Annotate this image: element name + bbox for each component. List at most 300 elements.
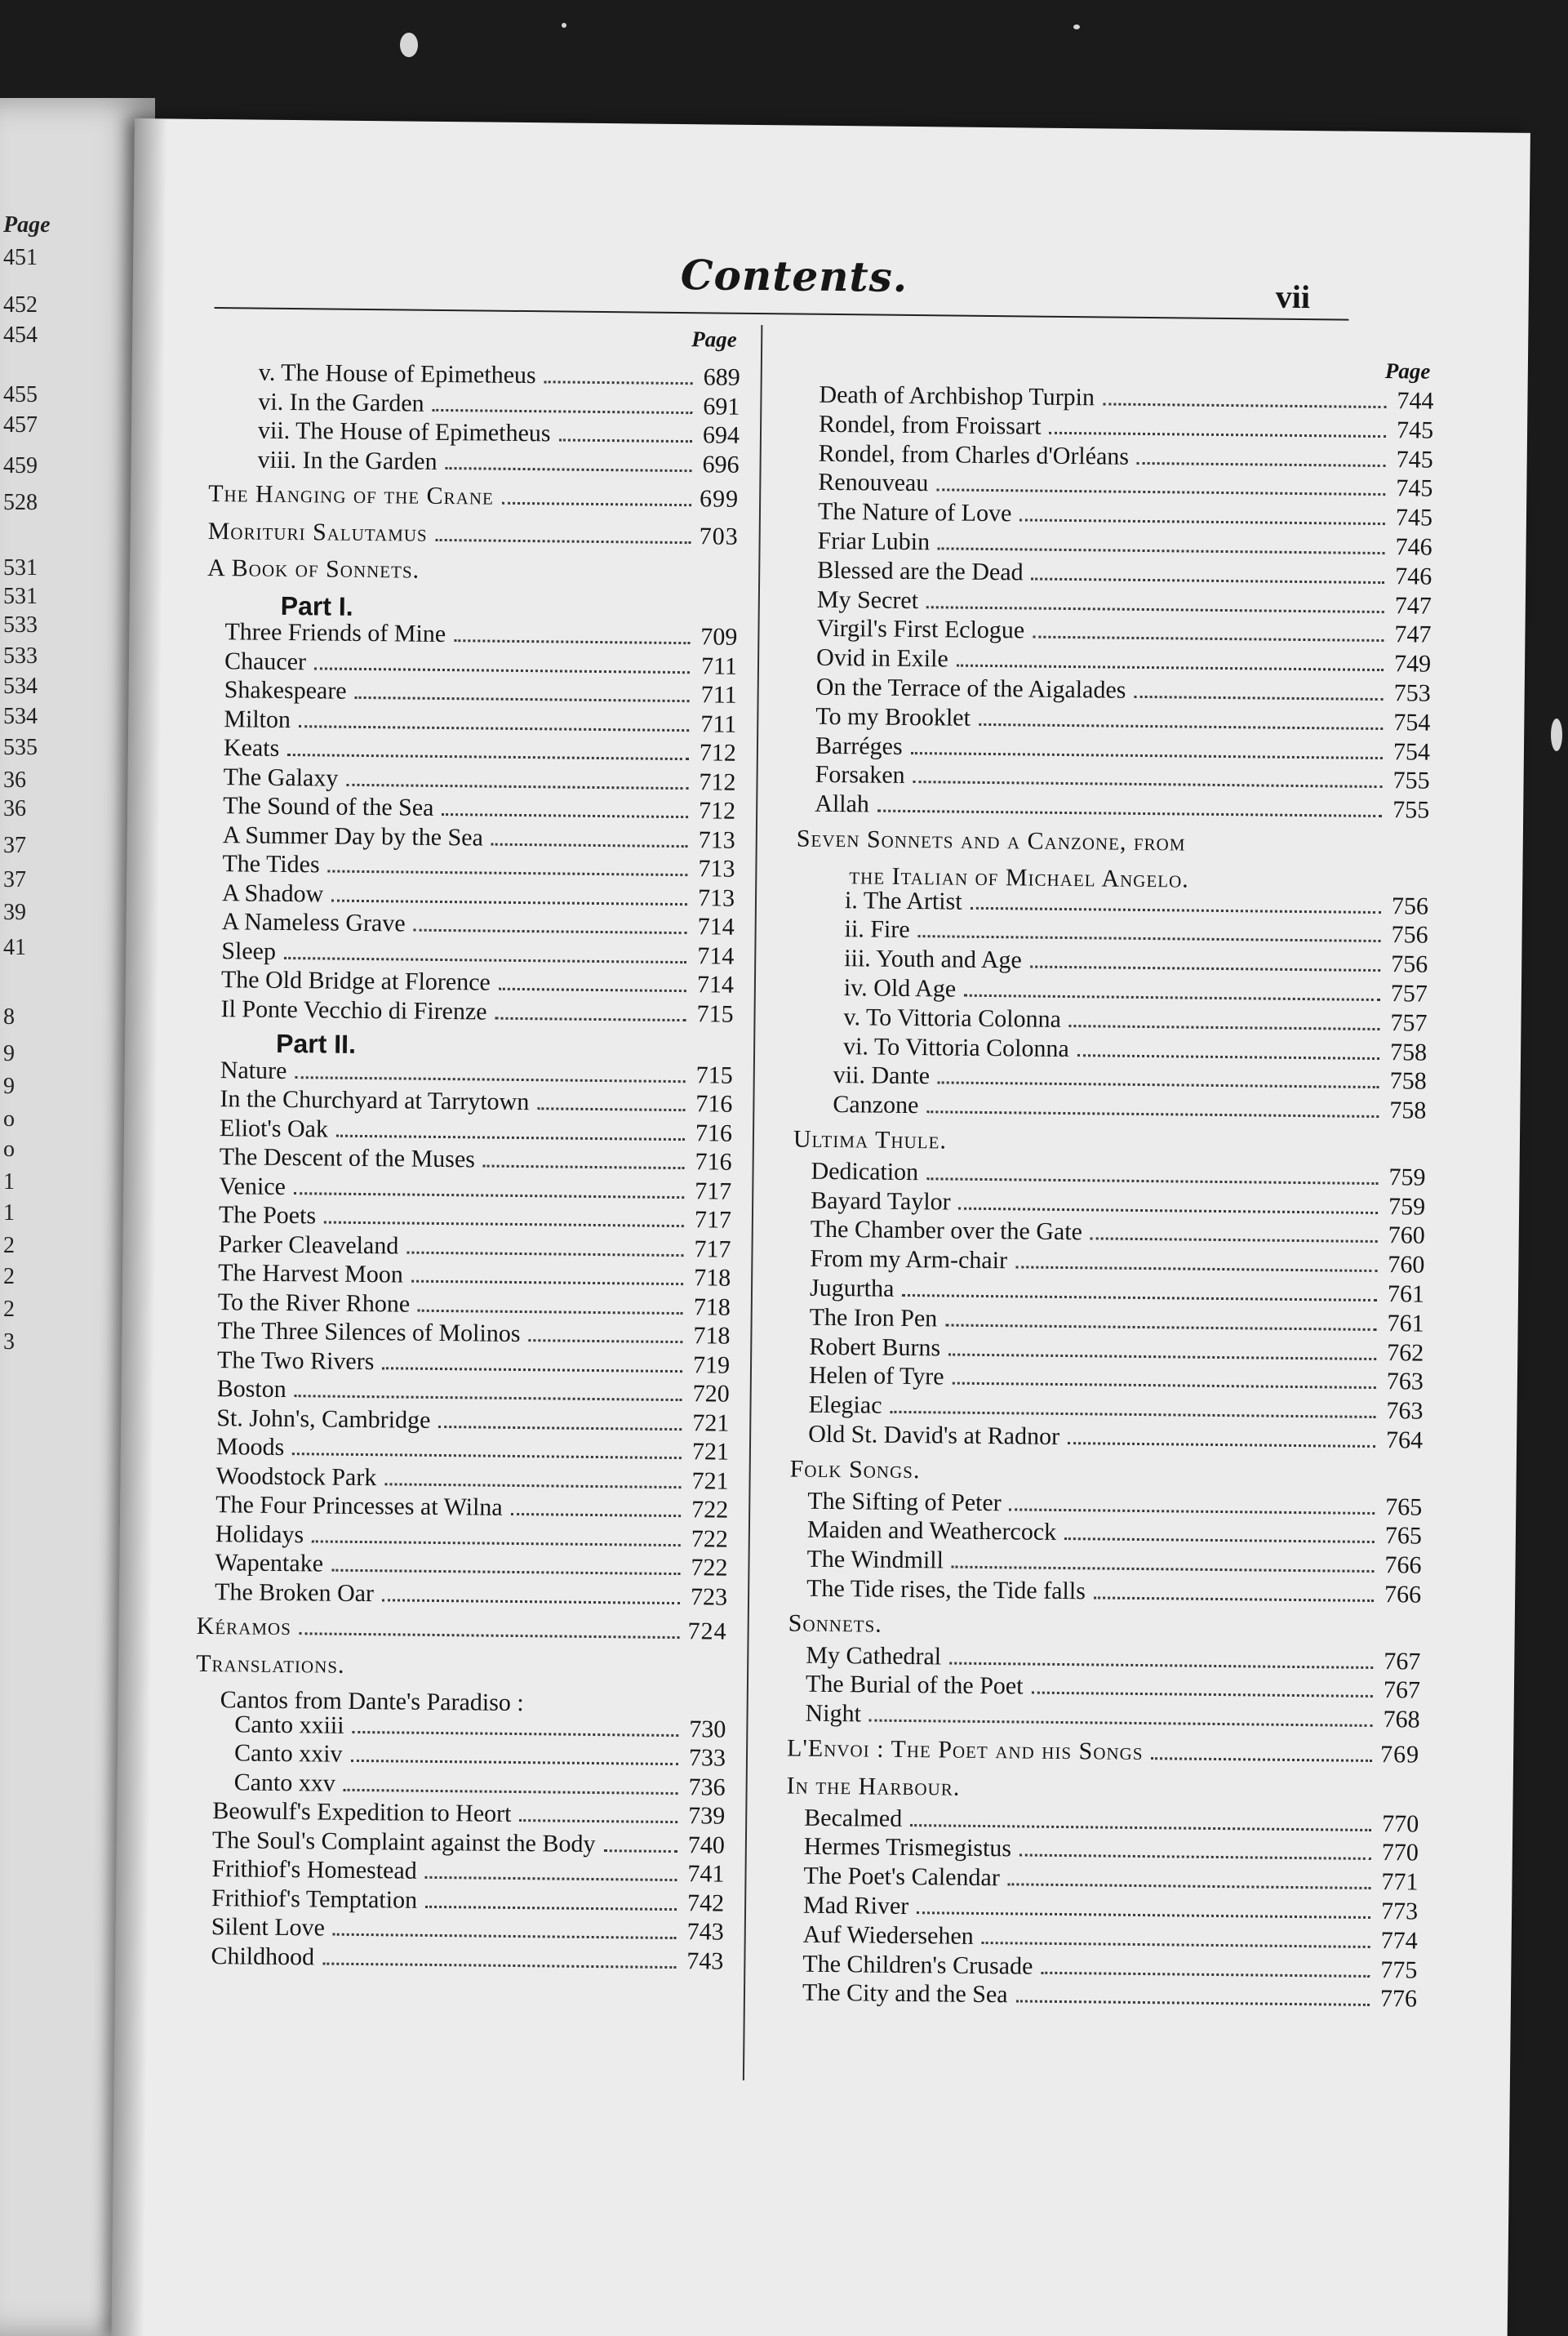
- page-ref: 696: [702, 450, 740, 478]
- entry-title: The Poets: [218, 1201, 317, 1230]
- page-ref: 739: [688, 1802, 726, 1830]
- entry-title: Silent Love: [211, 1913, 326, 1942]
- page-ref: 722: [691, 1554, 728, 1582]
- dot-leader: [926, 1177, 1378, 1185]
- page-ref: 718: [693, 1264, 731, 1292]
- margin-page-number: 459: [3, 453, 38, 478]
- entry-title: iv. Old Age: [843, 974, 957, 1003]
- entry-title: Blessed are the Dead: [817, 556, 1024, 586]
- margin-page-number: 455: [3, 382, 38, 407]
- page-title: Contents.: [680, 251, 908, 301]
- page-ref: 724: [687, 1617, 727, 1645]
- dot-leader: [328, 870, 688, 877]
- entry-title: Night: [805, 1699, 862, 1728]
- entry-title: vii. Dante: [833, 1061, 931, 1090]
- entry-title: vii. The House of Epimetheus: [257, 416, 551, 447]
- dot-leader: [445, 467, 691, 472]
- dot-leader: [502, 502, 691, 506]
- page-ref: 771: [1381, 1868, 1419, 1896]
- page-ref: 691: [703, 392, 740, 420]
- margin-page-number: 9: [3, 1074, 15, 1099]
- dot-leader: [350, 1760, 678, 1765]
- page-ref: 711: [700, 710, 737, 738]
- entry-title: Jugurtha: [809, 1274, 895, 1302]
- heading-title: L'Envoi : The Poet and his Songs: [786, 1734, 1144, 1766]
- dot-leader: [1032, 577, 1385, 584]
- entry-title: The Sound of the Sea: [223, 792, 434, 821]
- heading-title: Kéramos: [196, 1612, 292, 1641]
- dot-leader: [936, 489, 1385, 496]
- dot-leader: [483, 1165, 685, 1170]
- dot-leader: [284, 956, 686, 963]
- page-ref: 765: [1385, 1493, 1423, 1521]
- entry-title: A Summer Day by the Sea: [222, 821, 484, 852]
- page-ref: 756: [1391, 921, 1428, 950]
- heading-title: Seven Sonnets and a Canzone, from: [796, 825, 1186, 857]
- page-ref: 717: [695, 1177, 732, 1205]
- page-ref: 717: [694, 1235, 731, 1263]
- page-ref: 767: [1383, 1676, 1421, 1704]
- dot-leader: [1015, 1266, 1377, 1273]
- page-ref: 730: [689, 1715, 726, 1743]
- dot-leader: [425, 1876, 677, 1881]
- section-heading: [208, 515, 739, 552]
- heading-title: Cantos from Dante's Paradiso :: [220, 1686, 524, 1717]
- page-ref: 763: [1386, 1397, 1424, 1425]
- entry-title: A Nameless Grave: [221, 908, 406, 937]
- entry-title: Friar Lubin: [817, 527, 931, 556]
- page-ref: 718: [693, 1293, 731, 1321]
- page-ref: 747: [1394, 621, 1432, 649]
- entry-title: The City and the Sea: [802, 1979, 1008, 2009]
- page-ref: 749: [1393, 650, 1432, 678]
- dot-leader: [1008, 1884, 1371, 1890]
- dot-leader: [911, 752, 1383, 759]
- dot-leader: [406, 1251, 683, 1257]
- dust-speck: [562, 23, 566, 28]
- margin-page-label: Page: [3, 212, 51, 238]
- page-ref: 711: [700, 681, 737, 709]
- dot-leader: [948, 1353, 1376, 1359]
- page-ref: 763: [1386, 1368, 1424, 1396]
- dot-leader: [1016, 2000, 1370, 2007]
- entry-title: Rondel, from Froissart: [818, 410, 1042, 440]
- contents-page: [112, 118, 1530, 2336]
- left-page-margin-numbers: [0, 98, 57, 2336]
- entry-title: vi. In the Garden: [258, 388, 424, 417]
- dot-leader: [1151, 1757, 1372, 1762]
- page-ref: 721: [691, 1466, 729, 1495]
- dot-leader: [1019, 1854, 1371, 1861]
- entry-title: Nature: [220, 1056, 287, 1084]
- dot-leader: [1068, 1442, 1375, 1448]
- entry-title: Renouveau: [818, 469, 929, 497]
- entry-title: The Tides: [222, 850, 320, 879]
- margin-page-number: 1: [3, 1200, 15, 1226]
- dot-leader: [952, 1382, 1375, 1389]
- entry-title: To the River Rhone: [217, 1288, 411, 1318]
- entry-title: The Tide rises, the Tide falls: [806, 1574, 1086, 1605]
- margin-page-number: 2: [3, 1233, 15, 1258]
- page-ref: 722: [691, 1524, 728, 1553]
- page-ref: 744: [1397, 387, 1434, 415]
- entry-title: Canto xxv: [233, 1768, 336, 1797]
- page-ref: 721: [691, 1438, 730, 1466]
- page-ref: 745: [1396, 474, 1433, 503]
- dot-leader: [913, 781, 1383, 788]
- toc-entry: [833, 1090, 1426, 1126]
- margin-page-number: 9: [3, 1041, 15, 1066]
- page-column-label: Page: [691, 327, 737, 352]
- page-ref: 718: [693, 1322, 731, 1350]
- entry-title: A Shadow: [221, 879, 324, 907]
- entry-title: The Poet's Calendar: [803, 1862, 1001, 1892]
- page-ref: 759: [1388, 1192, 1426, 1221]
- dot-leader: [1134, 696, 1383, 701]
- margin-page-number: 533: [3, 643, 38, 669]
- entry-title: Hermes Trismegistus: [803, 1833, 1012, 1862]
- margin-page-number: o: [3, 1106, 15, 1132]
- page-ref: 765: [1384, 1522, 1423, 1550]
- page-ref: 769: [1379, 1741, 1420, 1769]
- heading-title: A Book of Sonnets.: [207, 554, 420, 584]
- entry-title: The Four Princesses at Wilna: [215, 1491, 503, 1521]
- page-ref: 760: [1388, 1251, 1425, 1279]
- page-ref: 762: [1387, 1338, 1424, 1367]
- entry-title: Milton: [224, 705, 291, 733]
- margin-page-number: 528: [3, 490, 38, 515]
- margin-page-number: 534: [3, 674, 38, 699]
- margin-page-number: 451: [3, 245, 38, 270]
- dot-leader: [344, 1788, 678, 1794]
- dot-leader: [1049, 432, 1386, 438]
- toc-entry: [211, 1942, 723, 1977]
- dot-leader: [336, 1134, 685, 1140]
- dot-leader: [511, 1513, 682, 1517]
- margin-page-number: 39: [3, 900, 26, 925]
- toc-entry: [220, 994, 733, 1030]
- page-ref: 754: [1393, 737, 1431, 766]
- page-ref: 761: [1387, 1309, 1424, 1337]
- page-ref: 760: [1388, 1221, 1425, 1250]
- page-ref: 689: [703, 363, 740, 391]
- page-ref: 745: [1396, 416, 1434, 444]
- margin-page-number: 457: [3, 412, 38, 438]
- page-ref: 766: [1384, 1581, 1422, 1609]
- entry-title: Chaucer: [224, 647, 307, 675]
- page-ref: 736: [688, 1773, 726, 1801]
- entry-title: Barréges: [815, 732, 903, 760]
- section-heading: [208, 478, 739, 515]
- page-ref: 709: [700, 623, 738, 651]
- toc-entry: [815, 790, 1429, 825]
- dot-leader: [495, 1017, 686, 1021]
- entry-title: i. The Artist: [844, 886, 962, 915]
- dot-leader: [331, 899, 687, 905]
- page-ref: 715: [695, 1061, 733, 1089]
- entry-title: Shakespeare: [224, 676, 347, 705]
- page-ref: 757: [1390, 1008, 1428, 1037]
- dot-leader: [300, 1632, 680, 1639]
- contents-left-column: [135, 118, 763, 1975]
- entry-title: Mad River: [802, 1891, 909, 1920]
- dot-leader: [945, 1324, 1376, 1331]
- page-ref: 714: [696, 971, 735, 999]
- dot-leader: [1077, 1054, 1379, 1060]
- dot-leader: [1090, 1238, 1378, 1244]
- heading-title: In the Harbour.: [786, 1772, 961, 1801]
- page-ref: 740: [687, 1831, 726, 1859]
- page-ref: 747: [1394, 591, 1433, 620]
- entry-title: Maiden and Weathercock: [806, 1516, 1057, 1546]
- page-ref: 714: [697, 913, 735, 941]
- entry-title: Ovid in Exile: [815, 643, 948, 673]
- page-ref: 755: [1393, 796, 1430, 824]
- dot-leader: [869, 1720, 1373, 1727]
- page-column-label: Page: [1384, 358, 1431, 384]
- page-ref: 713: [697, 883, 735, 912]
- entry-title: Venice: [219, 1172, 287, 1200]
- entry-title: The Windmill: [806, 1545, 944, 1574]
- dot-leader: [414, 929, 687, 935]
- dot-leader: [982, 1942, 1370, 1948]
- section-heading: [793, 1124, 947, 1157]
- entry-title: iii. Youth and Age: [844, 945, 1022, 974]
- page-ref: 757: [1390, 980, 1428, 1008]
- section-heading: [797, 824, 1186, 859]
- entry-title: Canzone: [833, 1091, 919, 1119]
- dot-leader: [1030, 966, 1380, 972]
- page-ref: 754: [1393, 708, 1431, 736]
- section-heading: [786, 1770, 960, 1803]
- heading-title: Sonnets.: [788, 1609, 882, 1638]
- margin-page-number: 41: [3, 935, 26, 960]
- page-ref: 713: [698, 855, 735, 883]
- entry-title: Three Friends of Mine: [224, 618, 446, 648]
- dot-leader: [952, 1566, 1375, 1573]
- entry-title: viii. In the Garden: [257, 446, 438, 475]
- dust-speck: [1073, 24, 1080, 29]
- entry-title: The Harvest Moon: [218, 1259, 403, 1288]
- margin-page-number: 36: [3, 768, 26, 793]
- entry-title: The Galaxy: [223, 763, 339, 792]
- entry-title: The Sifting of Peter: [807, 1487, 1002, 1516]
- dust-speck: [1551, 719, 1562, 751]
- page-ref: 712: [699, 739, 737, 767]
- page-ref: 716: [695, 1119, 733, 1147]
- dot-leader: [938, 1082, 1379, 1089]
- entry-title: Moods: [215, 1433, 285, 1462]
- dot-leader: [1033, 636, 1384, 643]
- dot-leader: [382, 1367, 682, 1373]
- dot-leader: [917, 1911, 1370, 1919]
- page-ref: 768: [1383, 1706, 1420, 1733]
- dot-leader: [926, 606, 1384, 613]
- page-ref: 722: [691, 1496, 729, 1524]
- entry-title: Helen of Tyre: [808, 1362, 944, 1390]
- dot-leader: [979, 723, 1383, 730]
- page-ref: 755: [1393, 767, 1430, 795]
- page-ref: 775: [1380, 1956, 1418, 1984]
- entry-title: From my Arm-chair: [810, 1244, 1008, 1275]
- page-ref: 745: [1395, 504, 1433, 532]
- dot-leader: [382, 1599, 680, 1604]
- page-ref: 746: [1395, 562, 1433, 590]
- dot-leader: [499, 988, 686, 992]
- dot-leader: [322, 1962, 676, 1969]
- dot-leader: [926, 1110, 1379, 1118]
- page-ref: 767: [1384, 1647, 1421, 1675]
- dust-speck: [400, 33, 418, 57]
- dot-leader: [603, 1849, 677, 1853]
- entry-title: v. The House of Epimetheus: [258, 358, 536, 389]
- page-ref: 746: [1395, 533, 1433, 561]
- entry-title: Dedication: [811, 1157, 919, 1186]
- page-number: vii: [1275, 278, 1311, 316]
- page-ref: 776: [1379, 1985, 1418, 2013]
- entry-title: Boston: [216, 1375, 287, 1404]
- dot-leader: [425, 1905, 677, 1910]
- heading-title: Folk Songs.: [789, 1455, 921, 1484]
- dot-leader: [1031, 1692, 1372, 1697]
- dot-leader: [433, 408, 693, 413]
- section-heading: [790, 1453, 921, 1486]
- dot-leader: [964, 994, 1380, 1001]
- section-heading: [788, 1608, 882, 1640]
- page-ref: 766: [1384, 1551, 1422, 1579]
- page-ref: 711: [700, 652, 738, 680]
- dot-leader: [438, 1425, 682, 1430]
- entry-title: The Two Rivers: [216, 1346, 375, 1375]
- entry-title: In the Churchyard at Tarrytown: [220, 1085, 530, 1116]
- entry-title: The Three Silences of Molinos: [217, 1317, 521, 1348]
- entry-title: To my Brooklet: [815, 702, 971, 732]
- heading-title: Ultima Thule.: [793, 1125, 948, 1155]
- dot-leader: [352, 1730, 678, 1736]
- dot-leader: [384, 1483, 681, 1488]
- page-ref: 743: [686, 1947, 724, 1975]
- dot-leader: [1094, 1596, 1374, 1602]
- page-ref: 756: [1391, 950, 1428, 978]
- section-heading: [196, 1648, 345, 1680]
- entry-title: The Burial of the Poet: [805, 1671, 1024, 1700]
- heading-title: The Hanging of the Crane: [208, 479, 495, 510]
- section-heading: [207, 553, 420, 586]
- entry-title: ii. Fire: [844, 915, 910, 944]
- page-ref: 759: [1388, 1163, 1426, 1191]
- dot-leader: [1103, 403, 1387, 408]
- page-ref: 723: [690, 1582, 728, 1611]
- page-ref: 764: [1385, 1426, 1424, 1454]
- page-ref: 753: [1393, 679, 1431, 707]
- toc-entry: [215, 1577, 727, 1613]
- heading-title: the Italian of Michael Angelo.: [849, 862, 1189, 893]
- dot-leader: [454, 639, 690, 644]
- dot-leader: [1064, 1537, 1375, 1543]
- entry-title: Beowulf's Expedition to Heort: [212, 1797, 512, 1827]
- page-ref: 756: [1391, 892, 1429, 920]
- dot-leader: [333, 1933, 677, 1939]
- toc-entry: [805, 1699, 1419, 1735]
- page-ref: 712: [699, 768, 736, 796]
- entry-title: The Descent of the Muses: [219, 1143, 476, 1173]
- dot-leader: [918, 935, 1381, 942]
- page-ref: 774: [1380, 1926, 1418, 1955]
- margin-page-number: 1: [3, 1169, 15, 1195]
- column-divider: [743, 325, 763, 2080]
- page-ref: 742: [686, 1889, 725, 1917]
- dot-leader: [558, 438, 691, 443]
- part-heading: Part I.: [280, 590, 353, 621]
- dot-leader: [442, 813, 688, 818]
- margin-page-number: 531: [3, 584, 38, 609]
- dot-leader: [877, 810, 1382, 817]
- page-ref: 717: [694, 1206, 732, 1234]
- page-ref: 733: [688, 1744, 726, 1772]
- page-ref: 758: [1389, 1038, 1428, 1066]
- margin-page-number: 535: [3, 735, 38, 760]
- page-ref: 743: [686, 1918, 724, 1946]
- entry-title: The Old Bridge at Florence: [220, 966, 491, 996]
- dot-leader: [436, 538, 691, 543]
- toc-entry: [802, 1978, 1417, 2014]
- dot-leader: [890, 1411, 1375, 1418]
- dot-leader: [324, 1221, 684, 1228]
- entry-title: The Nature of Love: [817, 497, 1012, 527]
- page-ref: 741: [687, 1860, 725, 1888]
- toc-entry: [806, 1574, 1421, 1610]
- dot-leader: [295, 1395, 682, 1401]
- dot-leader: [938, 547, 1385, 554]
- page-ref: 719: [692, 1350, 731, 1379]
- margin-page-number: 534: [3, 704, 38, 729]
- entry-title: Wapentake: [215, 1549, 324, 1577]
- dot-leader: [331, 1569, 680, 1575]
- entry-title: Canto xxiv: [233, 1739, 343, 1768]
- dot-leader: [537, 1107, 685, 1111]
- entry-title: My Secret: [816, 585, 919, 614]
- page-ref: 773: [1380, 1898, 1419, 1925]
- dot-leader: [902, 1294, 1377, 1301]
- dot-leader: [411, 1280, 683, 1285]
- heading-title: Translations.: [196, 1649, 345, 1679]
- margin-page-number: 454: [3, 323, 38, 348]
- page-ref: 714: [697, 941, 735, 970]
- page-ref: 715: [696, 999, 734, 1028]
- dot-leader: [1041, 1971, 1370, 1977]
- dot-leader: [299, 725, 689, 732]
- entry-title: Virgil's First Eclogue: [816, 615, 1025, 644]
- entry-title: Parker Cleaveland: [218, 1230, 399, 1259]
- entry-title: Death of Archbishop Turpin: [819, 380, 1095, 412]
- entry-title: The Broken Oar: [214, 1577, 375, 1607]
- margin-page-number: 8: [3, 1004, 15, 1030]
- dot-leader: [295, 1076, 685, 1083]
- entry-title: Old St. David's at Radnor: [808, 1420, 1060, 1450]
- page-ref: 716: [695, 1148, 732, 1176]
- dot-leader: [355, 696, 690, 702]
- entry-title: The Chamber over the Gate: [810, 1216, 1083, 1246]
- margin-page-number: 452: [3, 292, 38, 318]
- page-ref: 761: [1387, 1280, 1425, 1308]
- dot-leader: [314, 667, 690, 674]
- entry-title: The Iron Pen: [809, 1303, 938, 1333]
- entry-title: Becalmed: [804, 1804, 903, 1832]
- dot-leader: [528, 1339, 682, 1343]
- dot-leader: [949, 1662, 1373, 1668]
- page-ref: 712: [698, 797, 736, 825]
- header-rule: [215, 307, 1349, 321]
